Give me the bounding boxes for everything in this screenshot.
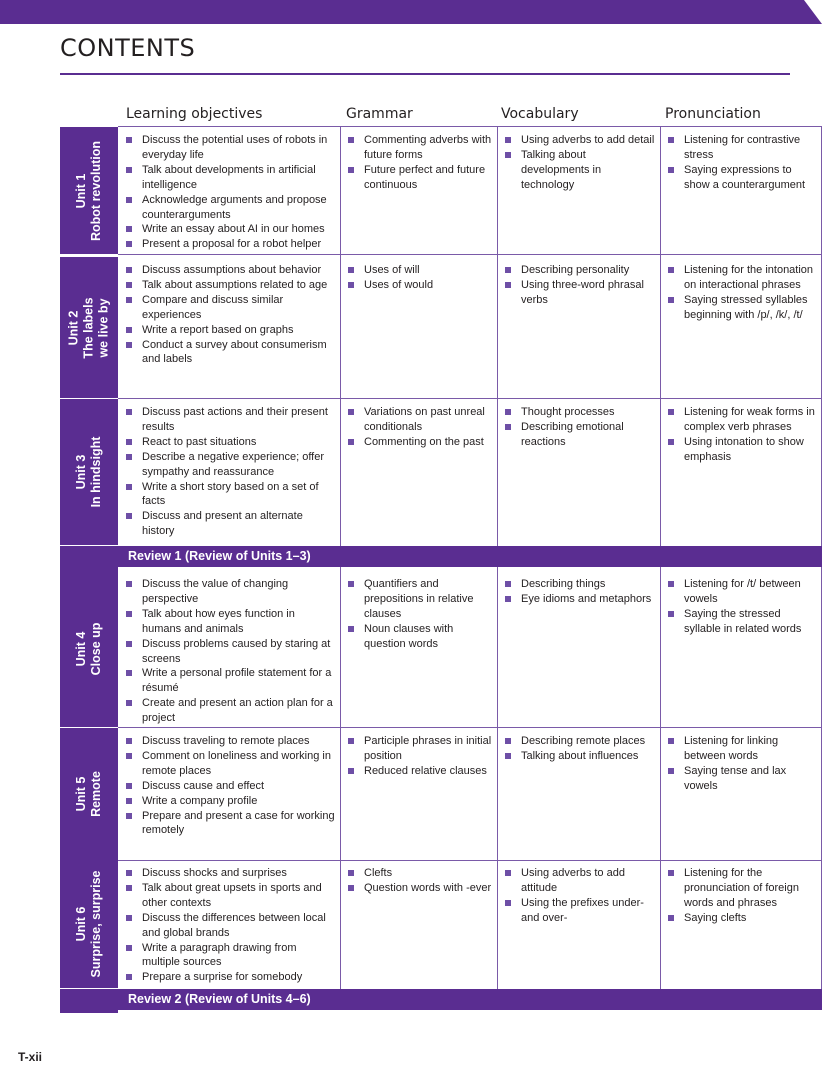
list-item: Listening for contrastive stress bbox=[666, 133, 817, 163]
unit-name: The labels bbox=[81, 296, 96, 359]
column-header-grammar: Grammar bbox=[346, 106, 413, 122]
list-item: Using intonation to show emphasis bbox=[666, 435, 817, 465]
list-item: Using three-word phrasal verbs bbox=[503, 278, 655, 308]
column-divider bbox=[497, 567, 498, 989]
column-divider bbox=[497, 127, 498, 546]
list-item: React to past situations bbox=[124, 435, 335, 450]
column-divider bbox=[660, 127, 661, 546]
list-item: Discuss problems caused by staring at screens bbox=[124, 637, 335, 667]
row-divider bbox=[118, 254, 822, 255]
cell-objectives-unit-5 bbox=[118, 728, 340, 860]
cell-grammar-unit-4 bbox=[340, 571, 497, 727]
pronunciation-list bbox=[666, 866, 817, 926]
unit-number: Unit 5 bbox=[74, 776, 88, 812]
list-item: Talking about developments in technology bbox=[503, 148, 655, 193]
list-item: Write a personal profile statement for a résumé bbox=[124, 666, 335, 696]
list-item: Clefts bbox=[346, 866, 492, 881]
list-item: Write a short story based on a set of facts bbox=[124, 480, 335, 510]
unit-label-3 bbox=[60, 399, 118, 545]
list-item: Prepare and present a case for working remotely bbox=[124, 809, 335, 839]
list-item: Compare and discuss similar experiences bbox=[124, 293, 335, 323]
list-item: Discuss traveling to remote places bbox=[124, 734, 335, 749]
column-header-vocabulary: Vocabulary bbox=[501, 106, 579, 122]
unit-label-text bbox=[74, 141, 104, 241]
cell-vocabulary-unit-3 bbox=[497, 399, 660, 545]
unit-label-6 bbox=[60, 860, 118, 988]
list-item: Noun clauses with question words bbox=[346, 622, 492, 652]
cell-vocabulary-unit-4 bbox=[497, 571, 660, 727]
list-item: Talk about assumptions related to age bbox=[124, 278, 335, 293]
cell-pronunciation-unit-6 bbox=[660, 860, 822, 988]
column-divider bbox=[340, 567, 341, 989]
list-item: Listening for /t/ between vowels bbox=[666, 577, 817, 607]
cell-objectives-unit-2 bbox=[118, 257, 340, 398]
unit-number: Unit 6 bbox=[74, 906, 88, 942]
list-item: Using the prefixes under- and over- bbox=[503, 896, 655, 926]
list-item: Talk about great upsets in sports and other contexts bbox=[124, 881, 335, 911]
unit-name: Remote bbox=[89, 771, 103, 817]
cell-pronunciation-unit-5 bbox=[660, 728, 822, 860]
cell-grammar-unit-5 bbox=[340, 728, 497, 860]
title-divider bbox=[60, 73, 790, 75]
list-item: Listening for the pronunciation of foreign words and phrases bbox=[666, 866, 817, 911]
list-item: Present a proposal for a robot helper bbox=[124, 237, 335, 252]
list-item: Conduct a survey about consumerism and labels bbox=[124, 338, 335, 368]
review-1-side bbox=[60, 546, 118, 571]
list-item: Prepare a surprise for somebody bbox=[124, 970, 335, 985]
list-item: Describing emotional reactions bbox=[503, 420, 655, 450]
unit-name: Surprise, surprise bbox=[89, 870, 103, 978]
unit-name: Close up bbox=[89, 622, 103, 676]
list-item: Commenting on the past bbox=[346, 435, 492, 450]
cell-pronunciation-unit-4 bbox=[660, 571, 822, 727]
list-item: Write a paragraph drawing from multiple sources bbox=[124, 941, 335, 971]
grammar-list bbox=[346, 405, 492, 450]
cell-objectives-unit-1 bbox=[118, 127, 340, 254]
pronunciation-list bbox=[666, 577, 817, 637]
list-item: Comment on loneliness and working in remote places bbox=[124, 749, 335, 779]
list-item: Write an essay about AI in our homes bbox=[124, 222, 335, 237]
column-header-pronunciation: Pronunciation bbox=[665, 106, 761, 122]
grammar-list bbox=[346, 133, 492, 193]
cell-grammar-unit-3 bbox=[340, 399, 497, 545]
list-item: Describe a negative experience; offer sympathy and reassurance bbox=[124, 450, 335, 480]
list-item: Describing things bbox=[503, 577, 655, 592]
grammar-list bbox=[346, 734, 492, 779]
column-divider bbox=[660, 567, 661, 989]
list-item: Listening for weak forms in complex verb phrases bbox=[666, 405, 817, 435]
cell-grammar-unit-2 bbox=[340, 257, 497, 398]
list-item: Talk about developments in artificial intelligence bbox=[124, 163, 335, 193]
list-item: Discuss the potential uses of robots in everyday life bbox=[124, 133, 335, 163]
objectives-list bbox=[124, 405, 335, 539]
table-top-border bbox=[118, 126, 822, 127]
objectives-list bbox=[124, 133, 335, 252]
list-item: Thought processes bbox=[503, 405, 655, 420]
vocabulary-list bbox=[503, 577, 655, 607]
unit-number: Unit 1 bbox=[74, 173, 88, 208]
list-item: Describing personality bbox=[503, 263, 655, 278]
vocabulary-list bbox=[503, 405, 655, 450]
cell-vocabulary-unit-2 bbox=[497, 257, 660, 398]
objectives-list bbox=[124, 734, 335, 838]
unit-label-text bbox=[74, 437, 104, 508]
page-title: CONTENTS bbox=[60, 34, 196, 62]
review-1-bar: Review 1 (Review of Units 1–3) bbox=[118, 546, 822, 567]
list-item: Listening for linking between words bbox=[666, 734, 817, 764]
list-item: Write a company profile bbox=[124, 794, 335, 809]
cell-pronunciation-unit-1 bbox=[660, 127, 822, 254]
review-2-bar: Review 2 (Review of Units 4–6) bbox=[118, 989, 822, 1010]
list-item: Commenting adverbs with future forms bbox=[346, 133, 492, 163]
cell-pronunciation-unit-2 bbox=[660, 257, 822, 398]
cell-objectives-unit-4 bbox=[118, 571, 340, 727]
list-item: Acknowledge arguments and propose counterarguments bbox=[124, 193, 335, 223]
cell-objectives-unit-6 bbox=[118, 860, 340, 988]
list-item: Discuss the differences between local and global brands bbox=[124, 911, 335, 941]
list-item: Saying clefts bbox=[666, 911, 817, 926]
list-item: Discuss past actions and their present results bbox=[124, 405, 335, 435]
list-item: Create and present an action plan for a project bbox=[124, 696, 335, 726]
list-item: Eye idioms and metaphors bbox=[503, 592, 655, 607]
unit-label-1 bbox=[60, 127, 118, 254]
pronunciation-list bbox=[666, 734, 817, 794]
objectives-list bbox=[124, 263, 335, 367]
unit-label-text bbox=[74, 871, 104, 978]
column-header-objectives: Learning objectives bbox=[126, 106, 263, 122]
list-item: Future perfect and future continuous bbox=[346, 163, 492, 193]
cell-objectives-unit-3 bbox=[118, 399, 340, 545]
unit-number: Unit 3 bbox=[74, 454, 88, 490]
list-item: Saying tense and lax vowels bbox=[666, 764, 817, 794]
list-item: Saying stressed syllables beginning with /p/, /k/, /t/ bbox=[666, 293, 817, 323]
cell-vocabulary-unit-1 bbox=[497, 127, 660, 254]
list-item: Saying the stressed syllable in related words bbox=[666, 607, 817, 637]
grammar-list bbox=[346, 263, 492, 293]
unit-name-line2: we live by bbox=[96, 297, 111, 358]
vocabulary-list bbox=[503, 263, 655, 308]
list-item: Talk about how eyes function in humans and animals bbox=[124, 607, 335, 637]
unit-label-text bbox=[67, 297, 112, 358]
list-item: Quantifiers and prepositions in relative clauses bbox=[346, 577, 492, 622]
list-item: Using adverbs to add attitude bbox=[503, 866, 655, 896]
list-item: Discuss the value of changing perspective bbox=[124, 577, 335, 607]
unit-label-2 bbox=[60, 257, 118, 398]
top-banner bbox=[0, 0, 822, 24]
page-number: T-xii bbox=[18, 1050, 43, 1064]
list-item: Reduced relative clauses bbox=[346, 764, 492, 779]
cell-grammar-unit-6 bbox=[340, 860, 497, 988]
objectives-list bbox=[124, 866, 335, 985]
list-item: Saying expressions to show a counterargument bbox=[666, 163, 817, 193]
pronunciation-list bbox=[666, 133, 817, 193]
list-item: Listening for the intonation on interactional phrases bbox=[666, 263, 817, 293]
list-item: Describing remote places bbox=[503, 734, 655, 749]
list-item: Discuss shocks and surprises bbox=[124, 866, 335, 881]
unit-number: Unit 2 bbox=[66, 310, 81, 345]
objectives-list bbox=[124, 577, 335, 726]
unit-name: In hindsight bbox=[89, 436, 103, 508]
list-item: Using adverbs to add detail bbox=[503, 133, 655, 148]
list-item: Uses of will bbox=[346, 263, 492, 278]
unit-number: Unit 4 bbox=[74, 631, 88, 667]
unit-label-4 bbox=[60, 571, 118, 727]
list-item: Question words with -ever bbox=[346, 881, 492, 896]
list-item: Talking about influences bbox=[503, 749, 655, 764]
list-item: Discuss and present an alternate history bbox=[124, 509, 335, 539]
vocabulary-list bbox=[503, 734, 655, 764]
unit-label-text bbox=[74, 771, 104, 817]
list-item: Write a report based on graphs bbox=[124, 323, 335, 338]
list-item: Variations on past unreal conditionals bbox=[346, 405, 492, 435]
cell-vocabulary-unit-5 bbox=[497, 728, 660, 860]
list-item: Discuss cause and effect bbox=[124, 779, 335, 794]
list-item: Participle phrases in initial position bbox=[346, 734, 492, 764]
cell-vocabulary-unit-6 bbox=[497, 860, 660, 988]
column-divider bbox=[340, 127, 341, 546]
cell-pronunciation-unit-3 bbox=[660, 399, 822, 545]
vocabulary-list bbox=[503, 133, 655, 193]
grammar-list bbox=[346, 577, 492, 652]
pronunciation-list bbox=[666, 263, 817, 323]
review-2-side bbox=[60, 989, 118, 1013]
vocabulary-list bbox=[503, 866, 655, 926]
unit-label-text bbox=[74, 623, 104, 676]
pronunciation-list bbox=[666, 405, 817, 465]
list-item: Uses of would bbox=[346, 278, 492, 293]
grammar-list bbox=[346, 866, 492, 896]
unit-name: Robot revolution bbox=[89, 140, 103, 241]
list-item: Discuss assumptions about behavior bbox=[124, 263, 335, 278]
unit-label-5 bbox=[60, 728, 118, 860]
cell-grammar-unit-1 bbox=[340, 127, 497, 254]
